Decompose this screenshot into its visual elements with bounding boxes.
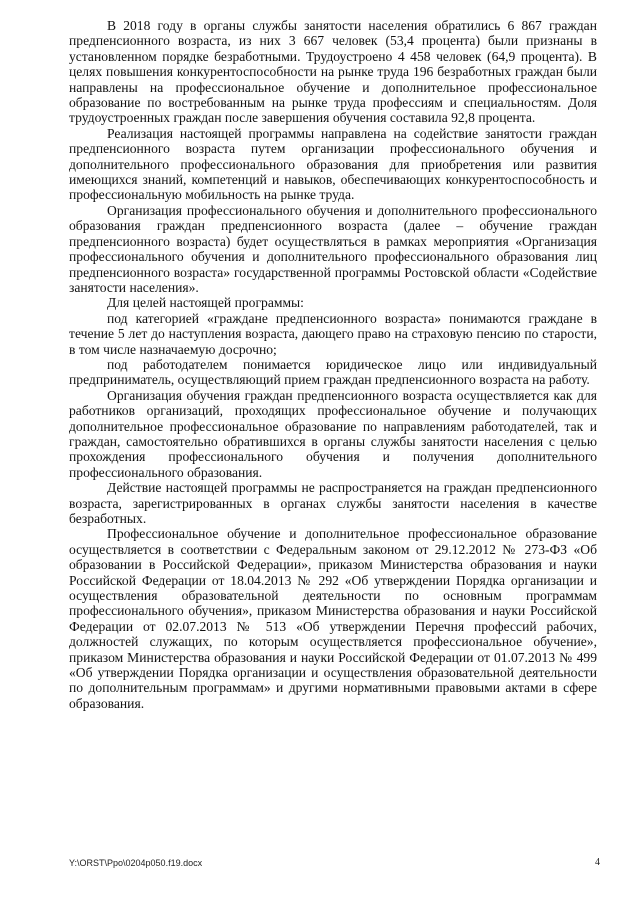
paragraph-program-exclusion: Действие настоящей программы не распространяется на граждан предпенсионного возраста, зарегистрированных в органах службы занятости населения в качестве безработных. xyxy=(69,480,597,526)
paragraph-definition-pre-pension: под категорией «граждане предпенсионного возраста» понимаются граждане в течение 5 лет до наступления возраста, дающего право на страховую пенсию по старости, в том числе назначаемую досрочно; xyxy=(69,310,597,357)
paragraph-definition-employer: под работодателем понимается юридическое лицо или индивидуальный предприниматель, осуществляющий прием граждан предпенсионного возраста на работу. xyxy=(69,356,597,388)
page-number: 4 xyxy=(595,857,600,868)
paragraph-training-organization: Организация профессионального обучения и дополнительного профессионального образования граждан предпенсионного возраста (далее – обучение граждан предпенсионного возраста) будет осуществляться в рамках мероприятия «Организация профессионального обучения и дополнительного профессионального образования лиц предпенсионного возраста» государственной программы Ростовской области «Содействие занятости населения». xyxy=(69,202,597,295)
paragraph-definitions-intro: Для целей настоящей программы: xyxy=(107,295,304,311)
footer-file-path: Y:\ORST\Ppo\0204p050.f19.docx xyxy=(69,858,203,868)
document-body xyxy=(69,18,597,711)
paragraph-statistics-2018: В 2018 году в органы службы занятости населения обратились 6 867 граждан предпенсионного возраста, из них 3 667 человек (53,4 процента) были признаны в установленном порядке безработными. Трудоустроено 4 458 человек (64,9 процента). В целях повышения конкурентоспособности на рынке труда 196 безработных граждан были направлены на профессиональное обучение и дополнительное профессиональное образование по востребованным на рынке труда профессиям и специальностям. Доля трудоустроенных граждан после завершения обучения составила 92,8 процента. xyxy=(69,18,597,126)
paragraph-training-scope: Организация обучения граждан предпенсионного возраста осуществляется как для работников организаций, проходящих профессиональное обучение и получающих дополнительное профессиональное образование по направлениям работодателей, так и граждан, самостоятельно обратившихся в органы службы занятости населения с целью прохождения профессионального обучения и получения дополнительного профессионального образования. xyxy=(69,387,597,480)
paragraph-program-goal: Реализация настоящей программы направлена на содействие занятости граждан предпенсионного возраста путем организации профессионального обучения и дополнительного профессионального образования для приобретения или развития имеющихся знаний, компетенций и навыков, обеспечивающих конкурентоспособность и профессиональную мобильность на рынке труда. xyxy=(69,125,597,203)
paragraph-legal-basis: Профессиональное обучение и дополнительное профессиональное образование осуществляется в соответствии с Федеральным законом от 29.12.2012 № 273-ФЗ «Об образовании в Российской Федерации», приказом Министерства образования и науки Российской Федерации от 18.04.2013 № 292 «Об утверждении Порядка организации и осуществления образовательной деятельности по основным программам профессионального обучения», приказом Министерства образования и науки Российской Федерации от 02.07.2013 № 513 «Об утверждении Перечня профессий рабочих, должностей служащих, по которым осуществляется профессиональное обучение», приказом Министерства образования и науки Российской Федерации от 01.07.2013 № 499 «Об утверждении Порядка организации и осуществления образовательной деятельности по дополнительным программам» и другими нормативными правовыми актами в сфере образования. xyxy=(69,526,597,711)
